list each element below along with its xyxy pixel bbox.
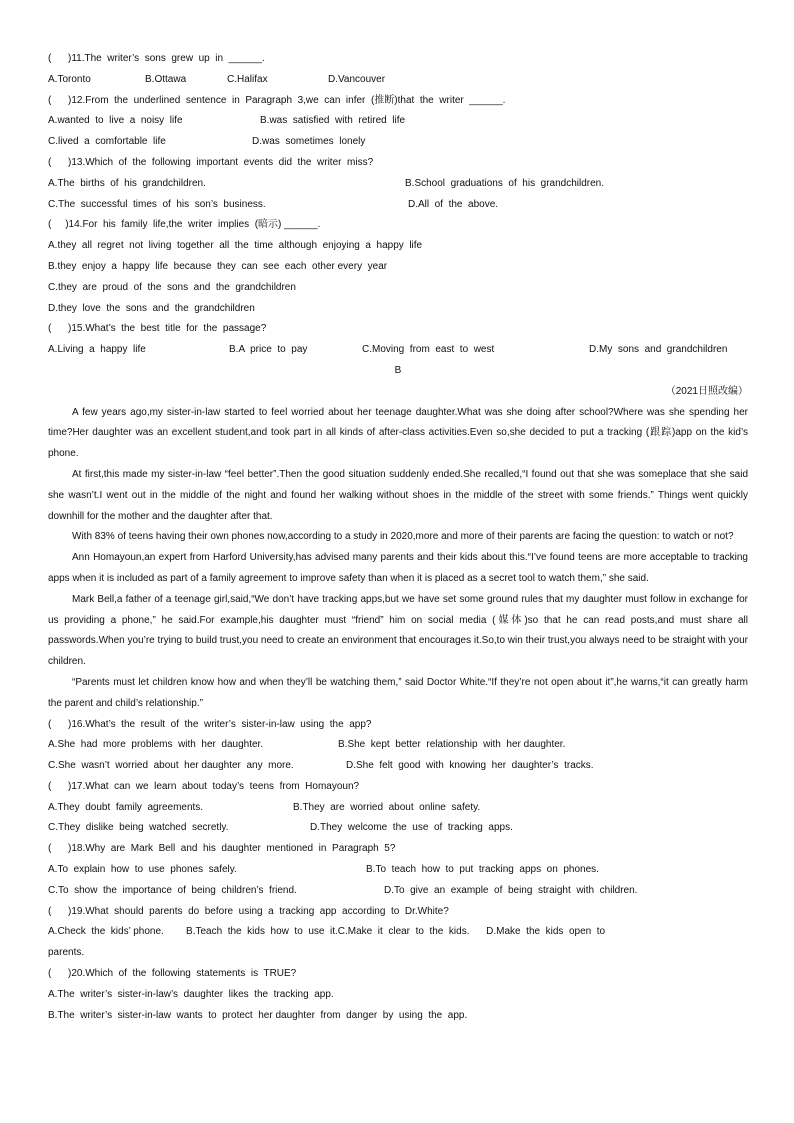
question-14-stem: ( )14.For his family life,the writer implies (暗示) ______. bbox=[48, 219, 321, 231]
question-17-options-row1 bbox=[48, 798, 748, 819]
question-19-options-continued: parents. bbox=[48, 947, 85, 959]
question-15-stem: ( )15.What’s the best title for the passage? bbox=[48, 323, 267, 335]
option-c: C.They dislike being watched secretly. bbox=[48, 822, 229, 834]
option-c: C.Moving from east to west bbox=[362, 344, 495, 356]
question-12-stem: ( )12.From the underlined sentence in Paragraph 3,we can infer (推断)that the writer ______. bbox=[48, 94, 506, 106]
option-a: A.Living a happy life bbox=[48, 344, 146, 356]
question-16-options-row1 bbox=[48, 735, 748, 756]
question-11-options bbox=[48, 70, 748, 91]
option-d: D.To give an example of being straight with children. bbox=[384, 884, 638, 896]
question-11-stem: ( )11.The writer’s sons grew up in ______. bbox=[48, 53, 265, 64]
question-18-options-row1 bbox=[48, 860, 748, 881]
question-16-stem: ( )16.What’s the result of the writer’s sister-in-law using the app? bbox=[48, 718, 372, 730]
option-b: B.She kept better relationship with her daughter. bbox=[338, 739, 566, 751]
option-c: C.lived a comfortable life bbox=[48, 136, 166, 148]
question-13-options-row1 bbox=[48, 174, 748, 195]
question-20-stem: ( )20.Which of the following statements is TRUE? bbox=[48, 968, 297, 980]
option-a: A.She had more problems with her daughter. bbox=[48, 739, 264, 751]
source-note: （2021日照改编） bbox=[665, 385, 748, 397]
worksheet-page bbox=[48, 49, 748, 1026]
section-b-heading: B bbox=[394, 364, 402, 376]
question-12-options-row2 bbox=[48, 132, 748, 153]
option-d: D.She felt good with knowing her daughter’s tracks. bbox=[346, 760, 594, 772]
option-c: C.To show the importance of being children’s friend. bbox=[48, 884, 297, 896]
option-b: B.was satisfied with retired life bbox=[260, 115, 406, 127]
option-c: C.She wasn’t worried about her daughter any more. bbox=[48, 760, 294, 772]
passage-paragraph-1: A few years ago,my sister-in-law started to feel worried about her teenage daughter.What was she doing after school?Where was she spending her time?Her daughter was an excellent student,and took part in all kinds of after-class activities.Even so,she decided to put a tracking (跟踪)app on the kid’s phone. bbox=[48, 406, 748, 460]
option-a: A.wanted to live a noisy life bbox=[48, 115, 183, 127]
question-12-options-row1 bbox=[48, 111, 748, 132]
option-a: A.The births of his grandchildren. bbox=[48, 177, 206, 189]
question-13-stem: ( )13.Which of the following important events did the writer miss? bbox=[48, 156, 374, 168]
option-b: B.They are worried about online safety. bbox=[293, 801, 481, 813]
option-b: B.Ottawa bbox=[145, 73, 187, 85]
option-b: B.School graduations of his grandchildren. bbox=[405, 177, 605, 189]
passage-paragraph-6: “Parents must let children know how and when they’ll be watching them,” said Doctor White.“If they’re not open about it”,he warns,“it can greatly harm the parent and child’s relationship.” bbox=[48, 676, 748, 709]
question-18-stem: ( )18.Why are Mark Bell and his daughter mentioned in Paragraph 5? bbox=[48, 843, 396, 855]
question-18-options-row2 bbox=[48, 881, 748, 902]
question-19-stem: ( )19.What should parents do before using a tracking app according to Dr.White? bbox=[48, 905, 449, 917]
question-19-options: A.Check the kids’ phone. B.Teach the kids how to use it.C.Make it clear to the kids. D.Make the kids open to bbox=[48, 926, 606, 938]
option-d: D.Vancouver bbox=[328, 73, 386, 85]
option-a: A.Toronto bbox=[48, 73, 91, 85]
question-16-options-row2 bbox=[48, 756, 748, 777]
question-20-option-a: A.The writer’s sister-in-law’s daughter likes the tracking app. bbox=[48, 988, 334, 1000]
question-17-options-row2 bbox=[48, 818, 748, 839]
option-a: A.They doubt family agreements. bbox=[48, 801, 204, 813]
passage-paragraph-4: Ann Homayoun,an expert from Harford University,has advised many parents and their kids about this.“I’ve found teens are more acceptable to tracking apps when it is included as part of a family agreement to improve safety than when it is placed as a secret tool to watch them,” she said. bbox=[48, 552, 748, 584]
option-b: B.To teach how to put tracking apps on phones. bbox=[366, 864, 599, 876]
option-b: B.A price to pay bbox=[229, 344, 308, 356]
option-d: D.They welcome the use of tracking apps. bbox=[310, 822, 513, 834]
question-14-option-c: C.they are proud of the sons and the grandchildren bbox=[48, 281, 296, 293]
option-a: A.To explain how to use phones safely. bbox=[48, 864, 237, 876]
question-15-options bbox=[48, 340, 748, 361]
question-20-option-b: B.The writer’s sister-in-law wants to protect her daughter from danger by using the app. bbox=[48, 1009, 468, 1021]
passage-paragraph-2: At first,this made my sister-in-law “feel better”.Then the good situation suddenly ended.She recalled,“I found out that she was someplace that she said she wasn’t.I went out in the middle of the night and found her walking without shoes in the middle of the street with some friends.” Things went quickly downhill for the mother and the daughter after that. bbox=[48, 468, 748, 522]
option-d: D.All of the above. bbox=[408, 198, 499, 210]
question-14-option-a: A.they all regret not living together all the time although enjoying a happy life bbox=[48, 240, 423, 252]
option-c: C.Halifax bbox=[227, 73, 268, 85]
passage-paragraph-3: With 83% of teens having their own phones now,according to a study in 2020,more and more of their parents are facing the question: to watch or not? bbox=[72, 531, 734, 543]
passage-paragraph-5: Mark Bell,a father of a teenage girl,said,“We don’t have tracking apps,but we have set some ground rules that my daughter must follow in exchange for us providing a phone,” he said.For example,his daughter must “friend” him on social media (媒体)so that he can read posts,and must share all passwords.When you’re trying to build trust,you need to create an environment that encourages it.So,to win their trust,you always need to be straight with your children. bbox=[48, 593, 748, 668]
option-c: C.The successful times of his son’s business. bbox=[48, 198, 266, 210]
question-17-stem: ( )17.What can we learn about today’s teens from Homayoun? bbox=[48, 780, 360, 792]
option-d: D.My sons and grandchildren bbox=[589, 344, 728, 356]
question-14-option-d: D.they love the sons and the grandchildren bbox=[48, 302, 255, 314]
question-13-options-row2 bbox=[48, 195, 748, 216]
question-14-option-b: B.they enjoy a happy life because they can see each other every year bbox=[48, 260, 388, 272]
option-d: D.was sometimes lonely bbox=[252, 136, 366, 148]
